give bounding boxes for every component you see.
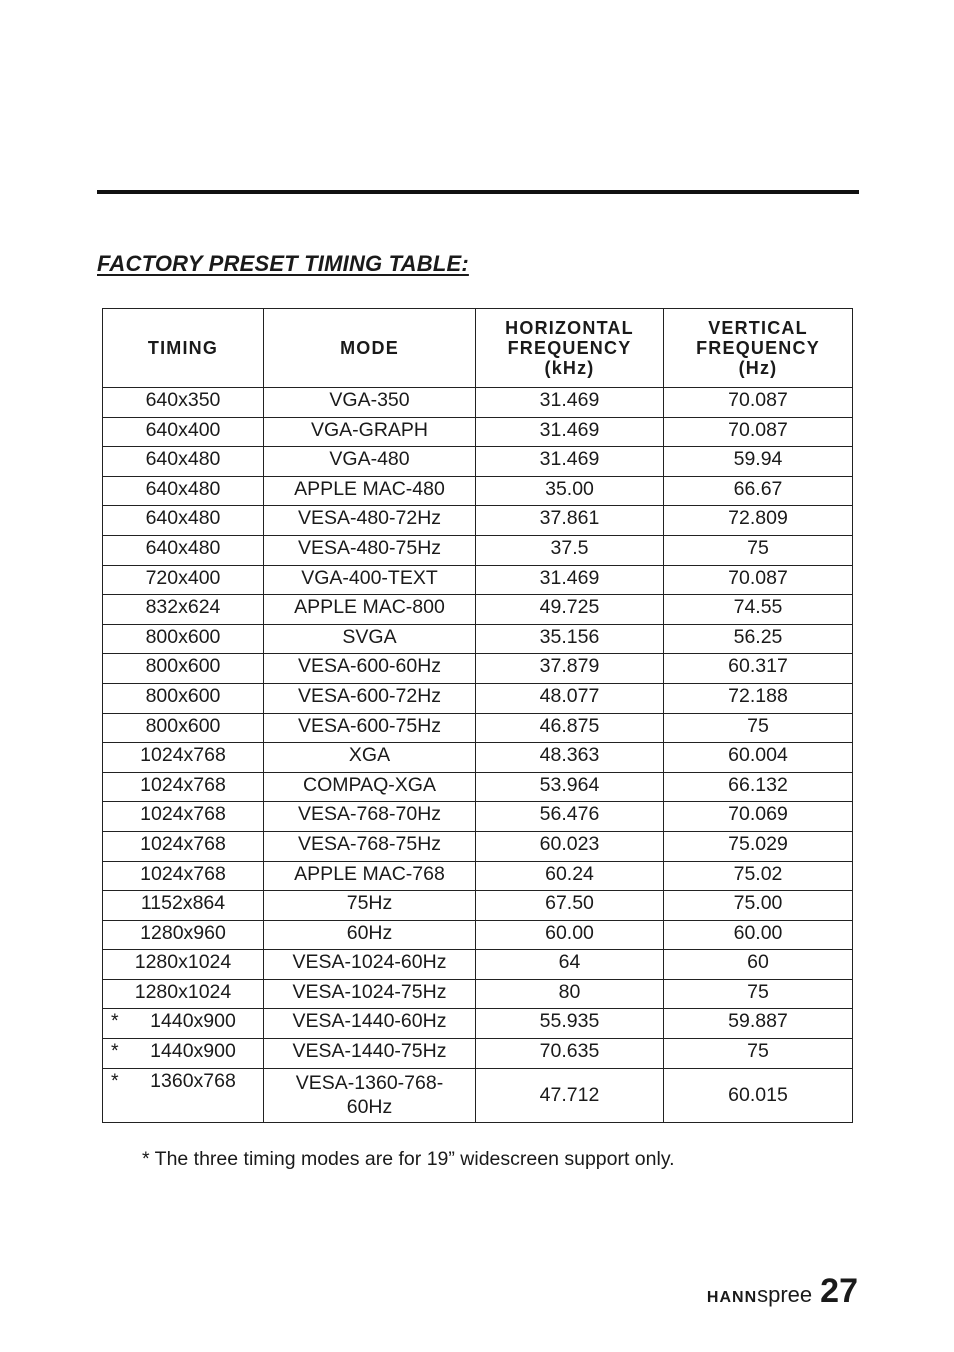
cell-timing: 640x480 <box>103 447 264 477</box>
cell-timing: 1024x768 <box>103 772 264 802</box>
cell-vertical-frequency: 66.67 <box>664 476 853 506</box>
cell-horizontal-frequency: 31.469 <box>476 565 664 595</box>
cell-mode: VESA-768-75Hz <box>264 831 476 861</box>
cell-vertical-frequency: 75 <box>664 535 853 565</box>
cell-horizontal-frequency: 67.50 <box>476 891 664 921</box>
table-row <box>103 624 853 654</box>
brand-logo-light: spree <box>757 1282 813 1307</box>
cell-mode: APPLE MAC-768 <box>264 861 476 891</box>
cell-horizontal-frequency: 46.875 <box>476 713 664 743</box>
cell-mode: VESA-600-72Hz <box>264 683 476 713</box>
table-row <box>103 683 853 713</box>
table-row <box>103 654 853 684</box>
cell-timing: 1280x1024 <box>103 950 264 980</box>
cell-mode: 75Hz <box>264 891 476 921</box>
table-body <box>103 388 853 1123</box>
cell-timing: 720x400 <box>103 565 264 595</box>
cell-timing: 1024x768 <box>103 831 264 861</box>
column-header-mode: MODE <box>264 309 476 388</box>
cell-mode: VESA-480-72Hz <box>264 506 476 536</box>
column-header-vertical-frequency: VERTICAL FREQUENCY (Hz) <box>664 309 853 388</box>
cell-horizontal-frequency: 70.635 <box>476 1039 664 1069</box>
table-row <box>103 417 853 447</box>
cell-horizontal-frequency: 64 <box>476 950 664 980</box>
cell-mode: VESA-1440-75Hz <box>264 1039 476 1069</box>
cell-mode: VGA-480 <box>264 447 476 477</box>
cell-mode: VESA-768-70Hz <box>264 802 476 832</box>
table-row <box>103 950 853 980</box>
cell-vertical-frequency: 74.55 <box>664 595 853 625</box>
cell-vertical-frequency: 60.317 <box>664 654 853 684</box>
cell-horizontal-frequency: 53.964 <box>476 772 664 802</box>
cell-mode: VESA-1440-60Hz <box>264 1009 476 1039</box>
cell-horizontal-frequency: 35.156 <box>476 624 664 654</box>
cell-mode: VGA-350 <box>264 388 476 418</box>
footnote: * The three timing modes are for 19” widescreen support only. <box>142 1148 675 1170</box>
cell-mode: VESA-600-75Hz <box>264 713 476 743</box>
cell-vertical-frequency: 70.087 <box>664 565 853 595</box>
cell-vertical-frequency: 72.188 <box>664 683 853 713</box>
timing-value: 1360x768 <box>150 1069 236 1092</box>
table-row <box>103 388 853 418</box>
table-row <box>103 1039 853 1069</box>
cell-mode: VGA-400-TEXT <box>264 565 476 595</box>
cell-mode: XGA <box>264 743 476 773</box>
cell-mode: VESA-1024-75Hz <box>264 979 476 1009</box>
cell-timing: 640x480 <box>103 535 264 565</box>
cell-vertical-frequency: 75.00 <box>664 891 853 921</box>
cell-horizontal-frequency: 37.879 <box>476 654 664 684</box>
table-row <box>103 565 853 595</box>
table-row <box>103 506 853 536</box>
cell-vertical-frequency: 60.00 <box>664 920 853 950</box>
table-row <box>103 831 853 861</box>
cell-horizontal-frequency: 31.469 <box>476 417 664 447</box>
table-row <box>103 802 853 832</box>
cell-vertical-frequency: 60 <box>664 950 853 980</box>
cell-horizontal-frequency: 35.00 <box>476 476 664 506</box>
cell-vertical-frequency: 60.015 <box>664 1068 853 1122</box>
cell-timing: 640x400 <box>103 417 264 447</box>
footer <box>707 1272 858 1311</box>
table-row <box>103 920 853 950</box>
timing-value: 1440x900 <box>150 1040 236 1063</box>
cell-timing: 1152x864 <box>103 891 264 921</box>
timing-value: 1440x900 <box>150 1010 236 1033</box>
cell-horizontal-frequency: 55.935 <box>476 1009 664 1039</box>
cell-horizontal-frequency: 47.712 <box>476 1068 664 1122</box>
table-header-row <box>103 309 853 388</box>
table-row <box>103 713 853 743</box>
cell-timing: 800x600 <box>103 683 264 713</box>
cell-vertical-frequency: 70.087 <box>664 388 853 418</box>
cell-timing: 640x480 <box>103 476 264 506</box>
table-row <box>103 772 853 802</box>
cell-mode: VESA-1360-768- 60Hz <box>264 1068 476 1122</box>
cell-vertical-frequency: 75 <box>664 979 853 1009</box>
cell-timing: 640x350 <box>103 388 264 418</box>
cell-timing <box>103 1068 264 1122</box>
cell-vertical-frequency: 75.029 <box>664 831 853 861</box>
cell-horizontal-frequency: 31.469 <box>476 388 664 418</box>
cell-timing: 800x600 <box>103 624 264 654</box>
top-rule <box>97 190 859 194</box>
cell-mode: COMPAQ-XGA <box>264 772 476 802</box>
cell-horizontal-frequency: 60.023 <box>476 831 664 861</box>
cell-mode: VESA-480-75Hz <box>264 535 476 565</box>
cell-horizontal-frequency: 48.363 <box>476 743 664 773</box>
cell-timing: 1280x960 <box>103 920 264 950</box>
column-header-timing: TIMING <box>103 309 264 388</box>
widescreen-asterisk: * <box>111 1010 119 1033</box>
cell-mode: APPLE MAC-480 <box>264 476 476 506</box>
cell-mode: VESA-600-60Hz <box>264 654 476 684</box>
cell-mode: VGA-GRAPH <box>264 417 476 447</box>
cell-timing <box>103 1039 264 1069</box>
widescreen-asterisk: * <box>111 1040 119 1063</box>
cell-timing: 640x480 <box>103 506 264 536</box>
table-row <box>103 861 853 891</box>
table-row <box>103 979 853 1009</box>
table-row <box>103 476 853 506</box>
cell-timing: 1024x768 <box>103 861 264 891</box>
cell-vertical-frequency: 56.25 <box>664 624 853 654</box>
table-row <box>103 743 853 773</box>
cell-timing: 1024x768 <box>103 802 264 832</box>
table-row <box>103 1068 853 1122</box>
cell-vertical-frequency: 59.94 <box>664 447 853 477</box>
cell-horizontal-frequency: 31.469 <box>476 447 664 477</box>
cell-timing: 1024x768 <box>103 743 264 773</box>
cell-vertical-frequency: 75.02 <box>664 861 853 891</box>
cell-horizontal-frequency: 49.725 <box>476 595 664 625</box>
cell-timing: 800x600 <box>103 713 264 743</box>
timing-table <box>102 308 853 1123</box>
cell-horizontal-frequency: 60.24 <box>476 861 664 891</box>
cell-horizontal-frequency: 48.077 <box>476 683 664 713</box>
cell-vertical-frequency: 59.887 <box>664 1009 853 1039</box>
cell-horizontal-frequency: 80 <box>476 979 664 1009</box>
cell-vertical-frequency: 75 <box>664 713 853 743</box>
table-row <box>103 595 853 625</box>
cell-vertical-frequency: 75 <box>664 1039 853 1069</box>
cell-vertical-frequency: 70.069 <box>664 802 853 832</box>
cell-vertical-frequency: 60.004 <box>664 743 853 773</box>
cell-mode: 60Hz <box>264 920 476 950</box>
cell-vertical-frequency: 72.809 <box>664 506 853 536</box>
table-row <box>103 891 853 921</box>
cell-timing <box>103 1009 264 1039</box>
cell-mode: SVGA <box>264 624 476 654</box>
cell-timing: 1280x1024 <box>103 979 264 1009</box>
table-row <box>103 1009 853 1039</box>
table-row <box>103 535 853 565</box>
cell-mode: VESA-1024-60Hz <box>264 950 476 980</box>
cell-horizontal-frequency: 37.861 <box>476 506 664 536</box>
cell-vertical-frequency: 66.132 <box>664 772 853 802</box>
widescreen-asterisk: * <box>111 1069 119 1092</box>
brand-logo-bold: HANN <box>706 1289 758 1306</box>
cell-horizontal-frequency: 56.476 <box>476 802 664 832</box>
cell-horizontal-frequency: 60.00 <box>476 920 664 950</box>
page-number: 27 <box>820 1272 858 1310</box>
column-header-horizontal-frequency: HORIZONTAL FREQUENCY (kHz) <box>476 309 664 388</box>
table-row <box>103 447 853 477</box>
cell-mode: APPLE MAC-800 <box>264 595 476 625</box>
cell-vertical-frequency: 70.087 <box>664 417 853 447</box>
cell-timing: 800x600 <box>103 654 264 684</box>
cell-horizontal-frequency: 37.5 <box>476 535 664 565</box>
page-heading: FACTORY PRESET TIMING TABLE: <box>97 251 469 276</box>
cell-timing: 832x624 <box>103 595 264 625</box>
